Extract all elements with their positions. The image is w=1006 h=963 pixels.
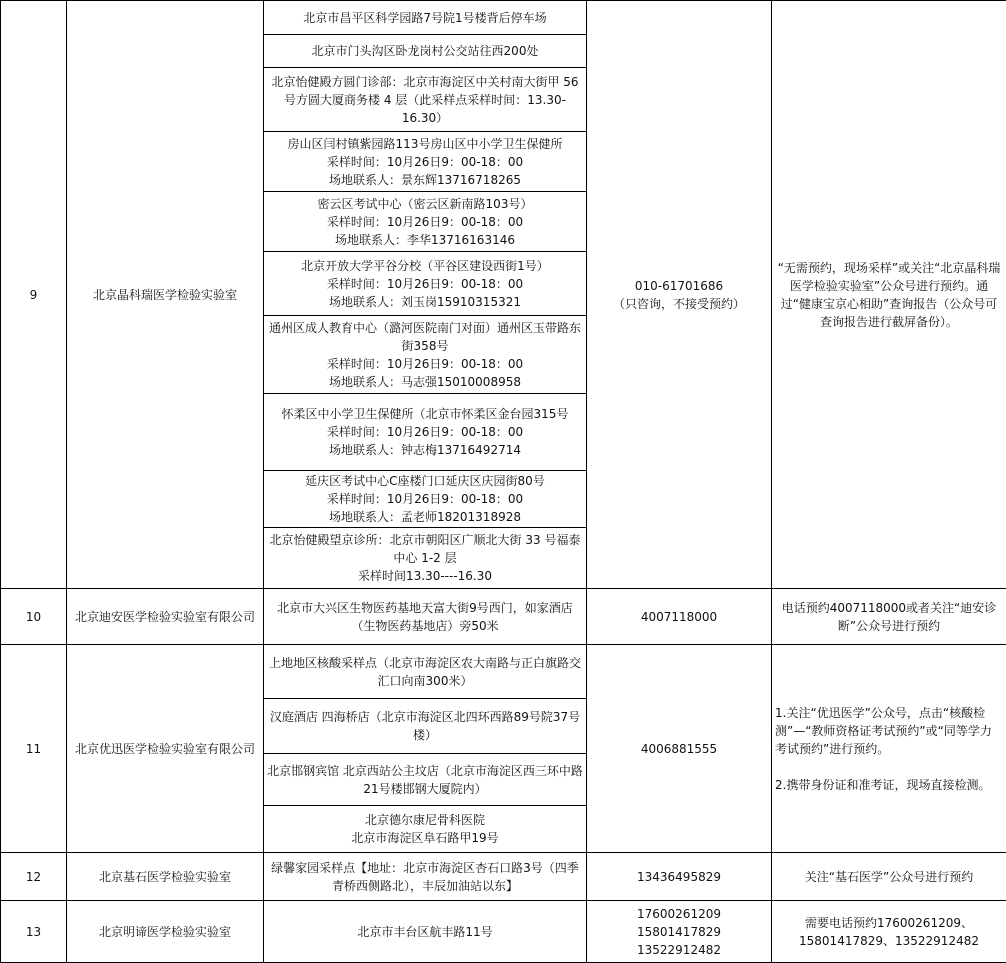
lab-name: 北京明谛医学检验实验室	[67, 901, 264, 963]
sampling-site: 密云区考试中心（密云区新南路103号） 采样时间：10月26日9：00-18：00 场地联系人：李华13716163146	[264, 192, 587, 252]
sampling-site: 北京怡健殿方圆门诊部：北京市海淀区中关村南大街甲 56 号方圆大厦商务楼 4 层（此采样点采样时间：13.30-16.30）	[264, 68, 587, 132]
sampling-site: 北京怡健殿望京诊所：北京市朝阳区广顺北大街 33 号福泰中心 1-2 层 采样时间13.30----16.30	[264, 528, 587, 589]
table-row	[1, 1, 1006, 35]
table-row	[1, 589, 1006, 645]
contact-phone: 17600261209 15801417829 13522912482	[587, 901, 772, 963]
lab-name: 北京迪安医学检验实验室有限公司	[67, 589, 264, 645]
contact-phone: 4006881555	[587, 645, 772, 853]
booking-method: 电话预约4007118000或者关注“迪安诊断”公众号进行预约	[772, 589, 1006, 645]
sampling-site: 通州区成人教育中心（潞河医院南门对面）通州区玉带路东街358号 采样时间：10月26日9：00-18：00 场地联系人：马志强15010008958	[264, 316, 587, 394]
sampling-site: 北京市门头沟区卧龙岗村公交站往西200处	[264, 35, 587, 68]
sampling-site: 北京市昌平区科学园路7号院1号楼背后停车场	[264, 1, 587, 35]
booking-method: 需要电话预约17600261209、15801417829、13522912482	[772, 901, 1006, 963]
contact-phone: 4007118000	[587, 589, 772, 645]
table-row	[1, 901, 1006, 963]
lab-name: 北京基石医学检验实验室	[67, 853, 264, 901]
row-number: 10	[1, 589, 67, 645]
sampling-site: 北京开放大学平谷分校（平谷区建设西街1号） 采样时间：10月26日9：00-18：00 场地联系人：刘玉岗15910315321	[264, 252, 587, 316]
sampling-site: 北京德尔康尼骨科医院 北京市海淀区阜石路甲19号	[264, 806, 587, 853]
sampling-site: 延庆区考试中心C座楼门口延庆区庆园街80号 采样时间：10月26日9：00-18：00 场地联系人：孟老师18201318928	[264, 471, 587, 528]
row-number: 9	[1, 1, 67, 589]
row-number: 11	[1, 645, 67, 853]
sampling-site: 绿馨家园采样点【地址：北京市海淀区杏石口路3号（四季青桥西侧路北），丰辰加油站以东】	[264, 853, 587, 901]
booking-method: “无需预约，现场采样”或关注“北京晶科瑞医学检验实验室”公众号进行预约。通过“健康宝京心相助”查询报告（公众号可查询报告进行截屏备份）。	[772, 1, 1006, 589]
table-row	[1, 853, 1006, 901]
sampling-site: 北京市丰台区航丰路11号	[264, 901, 587, 963]
row-number: 12	[1, 853, 67, 901]
sampling-site: 北京邯钢宾馆 北京西站公主坟店（北京市海淀区西三环中路21号楼邯钢大厦院内）	[264, 754, 587, 806]
lab-name: 北京优迅医学检验实验室有限公司	[67, 645, 264, 853]
sampling-site: 汉庭酒店 四海桥店（北京市海淀区北四环西路89号院37号楼）	[264, 699, 587, 754]
booking-method: 1.关注“优迅医学”公众号，点击“核酸检测”—“教师资格证考试预约”或“同等学力考试预约”进行预约。 2.携带身份证和准考证，现场直接检测。	[772, 645, 1006, 853]
sampling-site: 北京市大兴区生物医药基地天富大街9号西门，如家酒店（生物医药基地店）旁50米	[264, 589, 587, 645]
row-number: 13	[1, 901, 67, 963]
booking-method: 关注“基石医学”公众号进行预约	[772, 853, 1006, 901]
lab-name: 北京晶科瑞医学检验实验室	[67, 1, 264, 589]
contact-phone: 13436495829	[587, 853, 772, 901]
sampling-site: 怀柔区中小学卫生保健所（北京市怀柔区金台园315号 采样时间：10月26日9：00-18：00 场地联系人：钟志梅13716492714	[264, 394, 587, 471]
sampling-site: 房山区闫村镇紫园路113号房山区中小学卫生保健所 采样时间：10月26日9：00-18：00 场地联系人：景东辉13716718265	[264, 132, 587, 192]
contact-phone: 010-61701686 （只咨询，不接受预约）	[587, 1, 772, 589]
sampling-site: 上地地区核酸采样点（北京市海淀区农大南路与正白旗路交汇口向南300米）	[264, 645, 587, 699]
table-row	[1, 645, 1006, 699]
